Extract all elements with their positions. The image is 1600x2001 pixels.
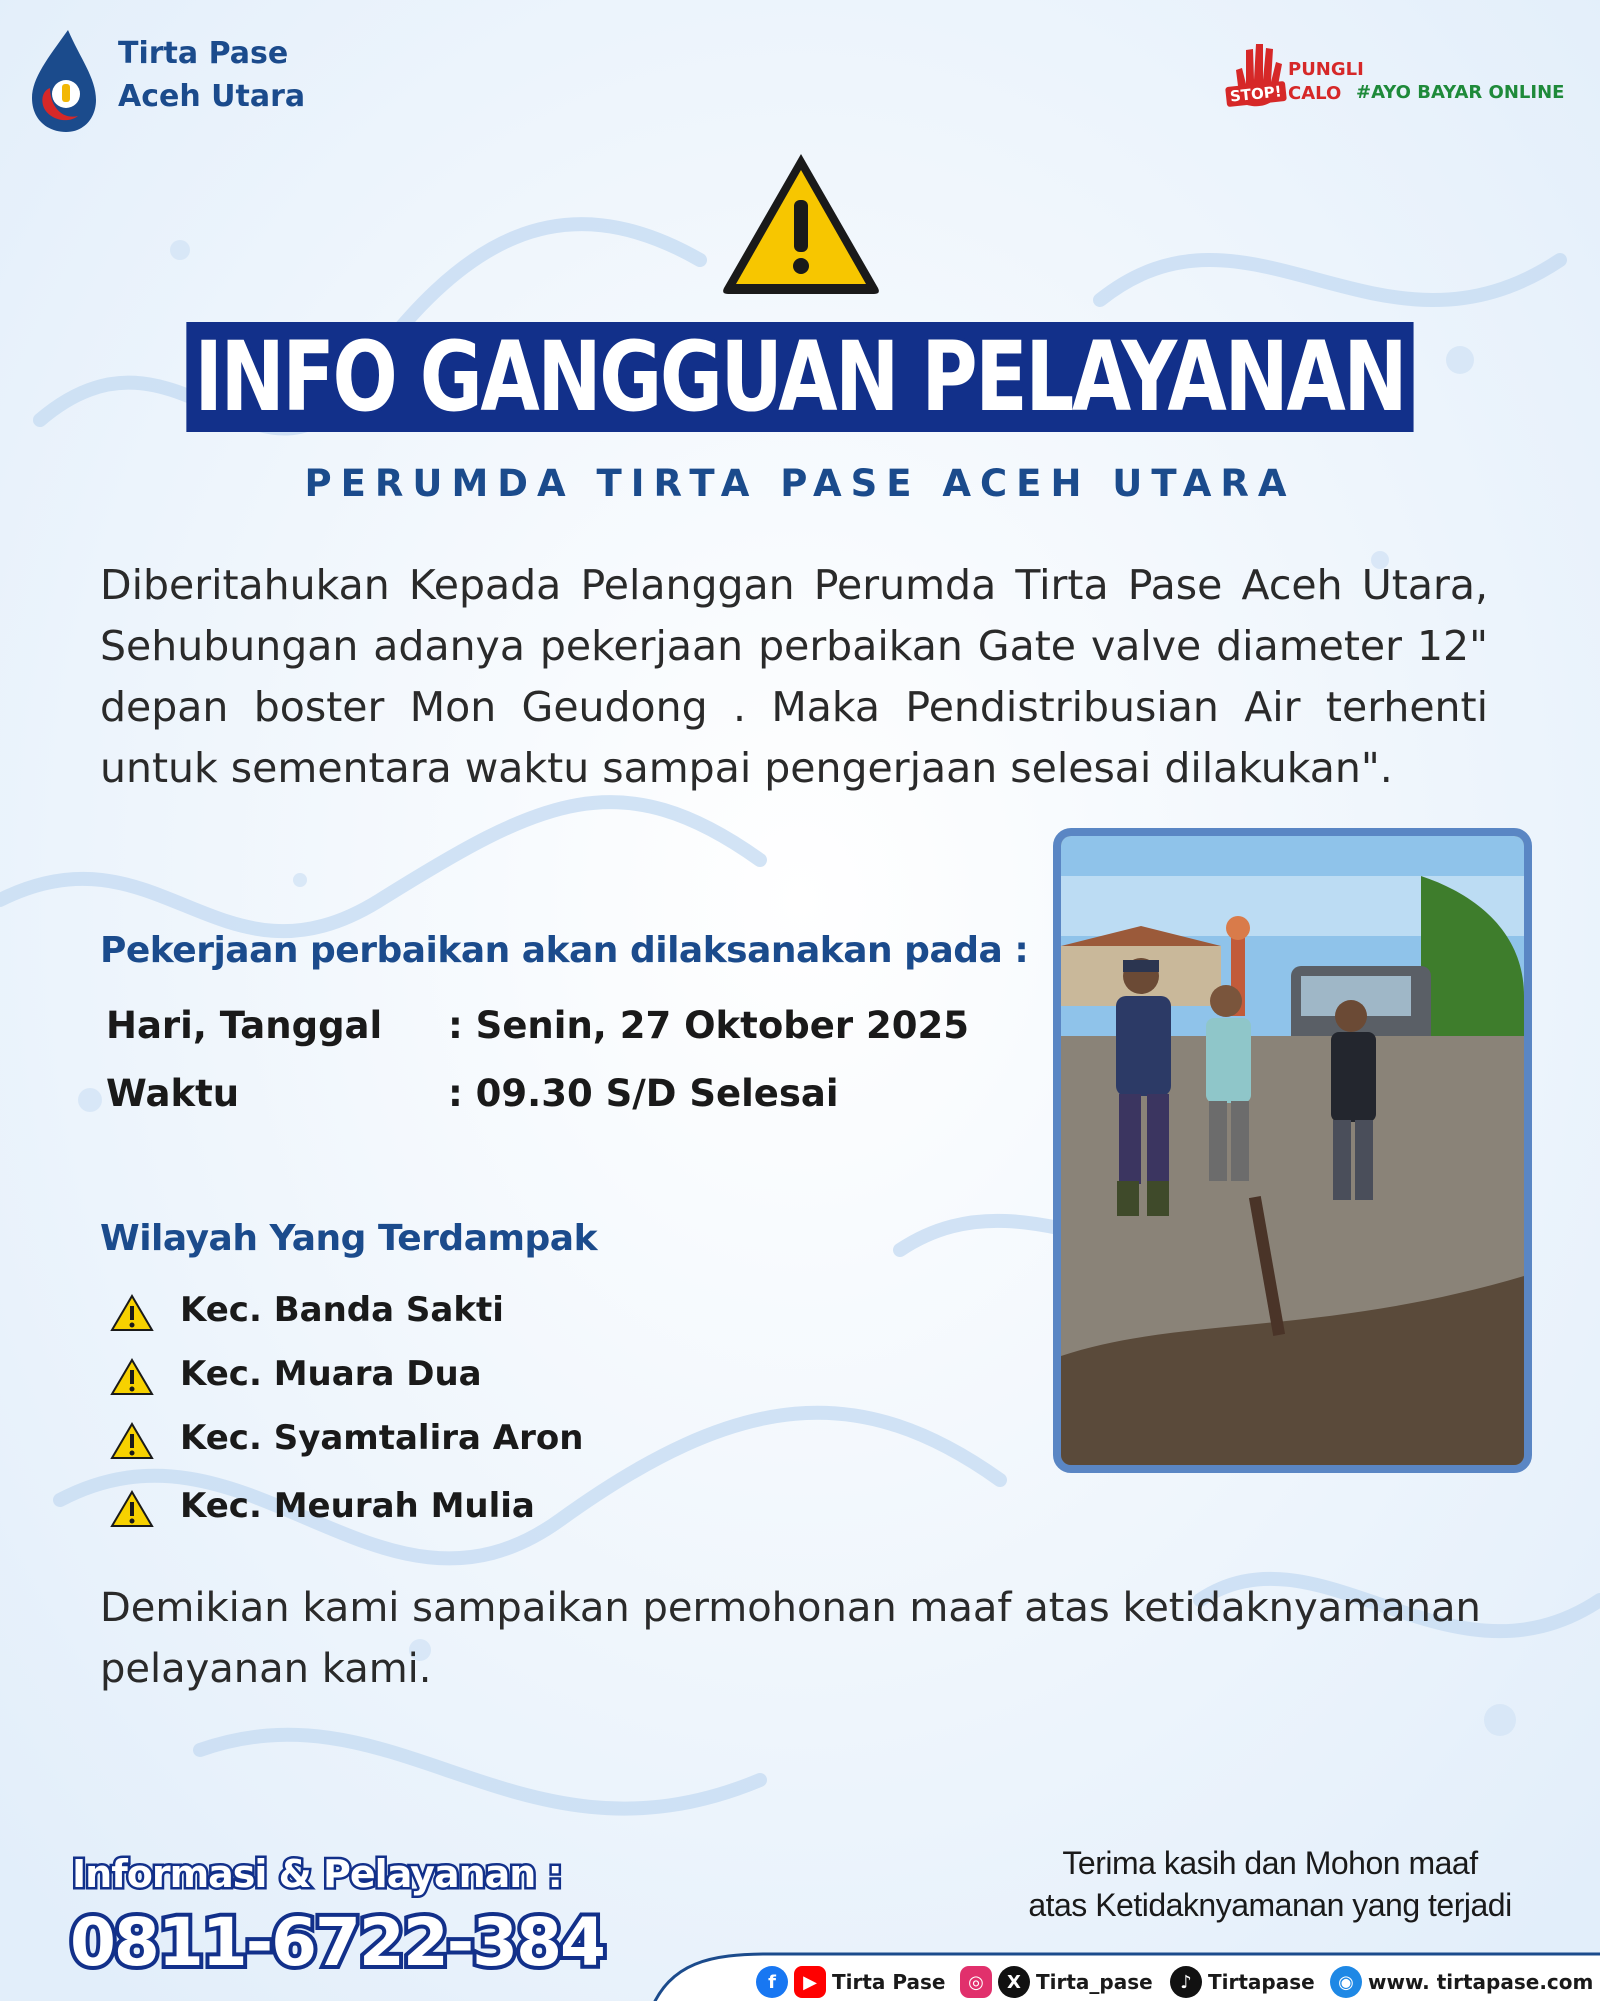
social-instagram-x[interactable]	[960, 1964, 1153, 2000]
instagram-x-handle: Tirta_pase	[1036, 1970, 1153, 1994]
tiktok-icon: ♪	[1170, 1966, 1202, 1998]
affected-areas-heading: Wilayah Yang Terdampak	[100, 1218, 598, 1259]
hashtag-ayo-bayar-online: #AYO BAYAR ONLINE	[1356, 82, 1565, 103]
affected-area-label: Kec. Muara Dua	[180, 1354, 482, 1394]
closing-message: Demikian kami sampaikan permohonan maaf atas ketidaknyamanan pelayanan kami.	[100, 1585, 1481, 1692]
schedule-time-value: : 09.30 S/D Selesai	[448, 1072, 839, 1115]
repair-work-illustration	[1061, 836, 1524, 1465]
youtube-icon: ▶	[794, 1966, 826, 1998]
tiktok-handle: Tirtapase	[1208, 1970, 1315, 1994]
warning-small-icon	[110, 1490, 154, 1528]
facebook-icon: f	[756, 1966, 788, 1998]
globe-icon: ◉	[1330, 1966, 1362, 1998]
page-subtitle: PERUMDA TIRTA PASE ACEH UTARA	[304, 462, 1296, 505]
schedule-time-label: Waktu	[106, 1072, 240, 1115]
social-tiktok[interactable]	[1170, 1964, 1315, 2000]
page-title: INFO GANGGUAN PELAYANAN	[187, 322, 1414, 432]
brand-name-line1: Tirta Pase	[118, 36, 289, 71]
website-url: www. tirtapase.com	[1368, 1970, 1594, 1994]
x-icon: X	[998, 1966, 1030, 1998]
warning-triangle-icon	[718, 148, 884, 298]
calo-label: CALO	[1288, 83, 1342, 104]
social-facebook-youtube[interactable]	[756, 1964, 945, 2000]
pungli-label: PUNGLI	[1288, 59, 1364, 80]
schedule-day-value: : Senin, 27 Oktober 2025	[448, 1004, 969, 1047]
repair-work-photo	[1053, 828, 1532, 1473]
warning-small-icon	[110, 1358, 154, 1396]
stop-pungli-badge	[1226, 40, 1566, 120]
schedule-day-label: Hari, Tanggal	[106, 1004, 383, 1047]
affected-area-label: Kec. Syamtalira Aron	[180, 1418, 584, 1458]
warning-small-icon	[110, 1294, 154, 1332]
title-wrapper	[0, 322, 1600, 432]
tirta-pase-logo-icon	[28, 28, 100, 136]
contact-phone[interactable]: 0811-6722-384	[70, 1904, 604, 1981]
thanks-line2: atas Ketidaknyamanan yang terjadi	[1028, 1887, 1512, 1923]
thanks-message	[990, 1842, 1550, 1926]
brand-name-line2: Aceh Utara	[118, 79, 306, 114]
facebook-youtube-handle: Tirta Pase	[832, 1970, 946, 1994]
affected-area-label: Kec. Banda Sakti	[180, 1290, 504, 1330]
contact-label: Informasi & Pelayanan :	[72, 1852, 562, 1896]
social-website[interactable]	[1330, 1964, 1593, 2000]
schedule-heading: Pekerjaan perbaikan akan dilaksanakan pada :	[100, 930, 1029, 971]
thanks-line1: Terima kasih dan Mohon maaf	[1062, 1845, 1478, 1881]
affected-area-label: Kec. Meurah Mulia	[180, 1486, 535, 1526]
instagram-icon: ◎	[960, 1966, 992, 1998]
pungli-calo-text	[1288, 58, 1364, 106]
stop-label: STOP!	[1225, 81, 1286, 107]
notice-intro: Diberitahukan Kepada Pelanggan Perumda Tirta Pase Aceh Utara, Sehubungan adanya pekerjaan perbaikan Gate valve diameter 12" depan boster Mon Geudong . Maka Pendistribusian Air terhenti untuk sementara waktu sampai pengerjaan selesai dilakukan".	[100, 561, 1488, 792]
brand-name	[118, 32, 305, 118]
warning-small-icon	[110, 1422, 154, 1460]
